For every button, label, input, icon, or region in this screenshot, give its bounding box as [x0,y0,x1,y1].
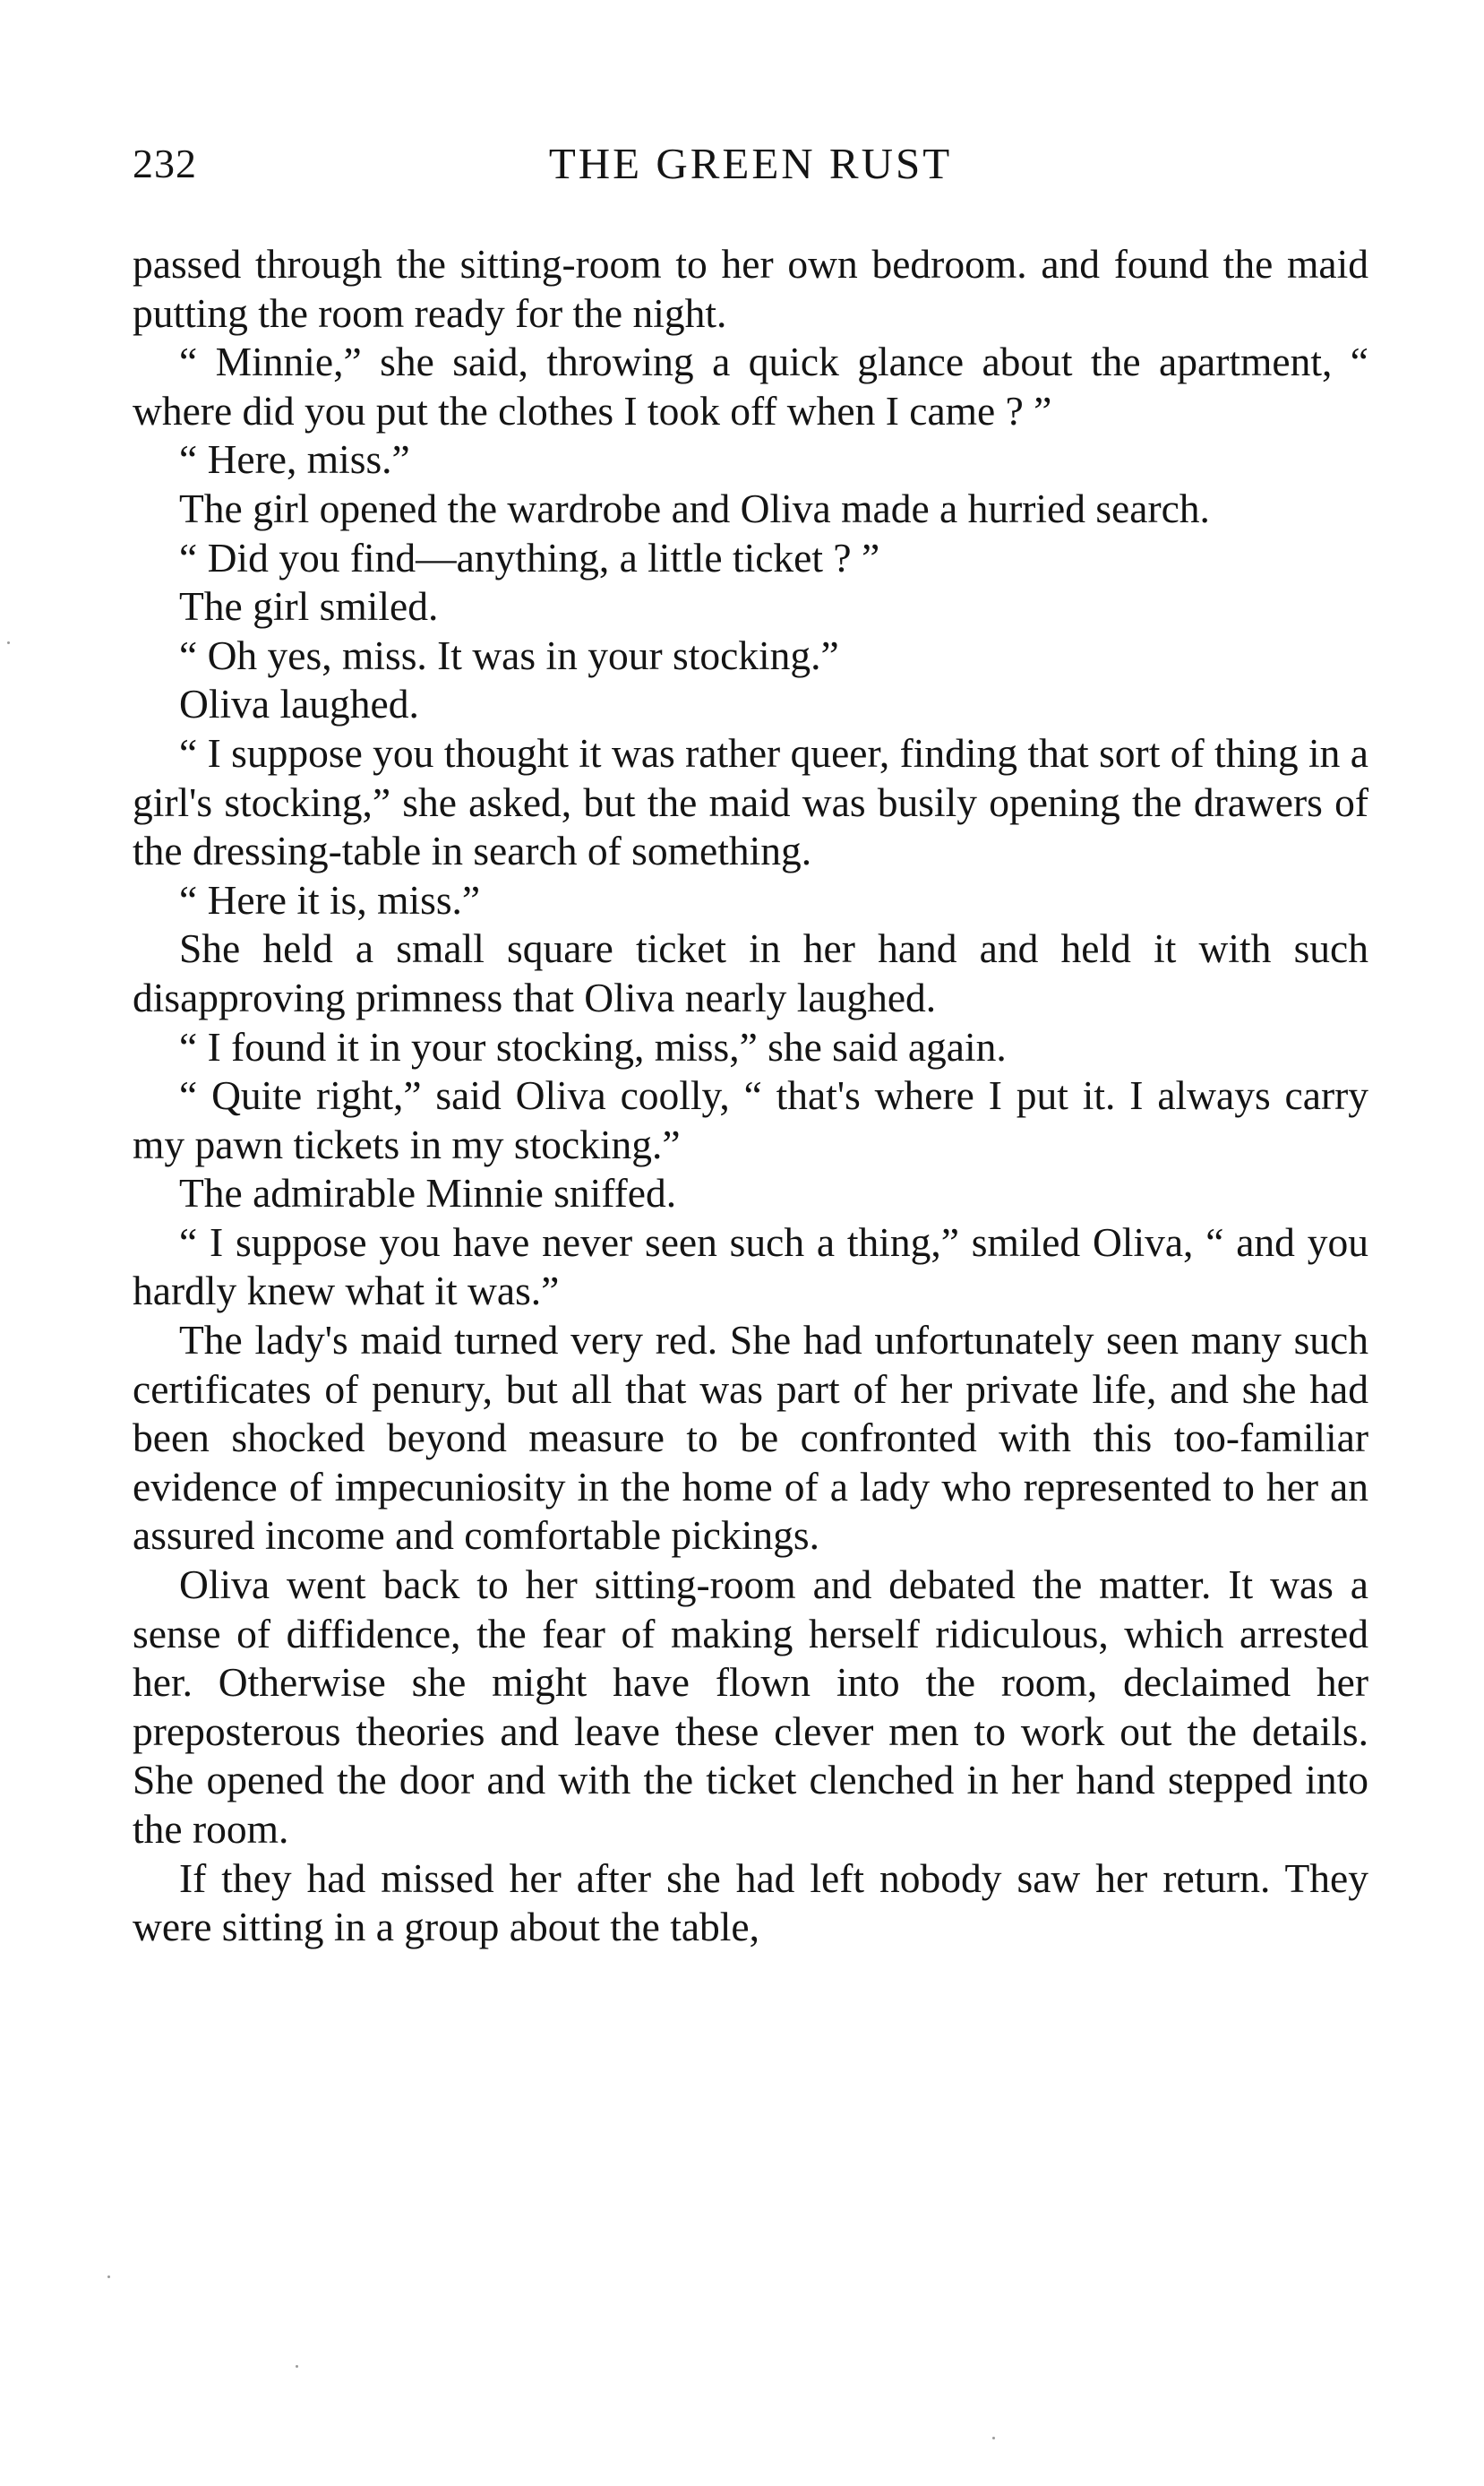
paragraph: “ Did you find—anything, a little ticket ? ” [179,534,880,581]
paragraph: “ I suppose you have never seen such a thing,” smiled Oliva, “ and you hardly knew what it was.” [133,1218,1368,1314]
paragraph: “ Here it is, miss.” [179,876,481,923]
scan-speck [296,2365,298,2368]
scan-speck [7,641,10,644]
paragraph: “ Minnie,” she said, throwing a quick glance about the apartment, “ where did you put the clothes I took off when I came ? ” [133,339,1368,434]
scan-speck [107,2275,110,2278]
paragraph: Oliva laughed. [179,681,419,727]
paragraph: The admirable Minnie sniffed. [179,1170,677,1217]
body-text [133,240,1368,1952]
paragraph: The lady's maid turned very red. She had unfortunately seen many such certificates of penury, but all that was part of her private life, and she had been shocked beyond measure to be confronted with this too-familiar evidence of impecuniosity in the home of a lady who represented to her an assured income and comfortable pickings. [133,1317,1368,1559]
paragraph: “ Quite right,” said Oliva coolly, “ that's where I put it. I always carry my pawn tickets in my stocking.” [133,1072,1368,1167]
paragraph: “ I found it in your stocking, miss,” she said again. [179,1023,1007,1070]
paragraph: The girl opened the wardrobe and Oliva made a hurried search. [179,485,1210,531]
paragraph: “ I suppose you thought it was rather queer, finding that sort of thing in a girl's stocking,” she asked, but the maid was busily opening the drawers of the dressing-table in search of something. [133,729,1368,874]
paragraph: “ Here, miss.” [179,436,410,483]
page-header [133,133,1368,195]
paragraph: The girl smiled. [179,583,439,630]
page-number: 232 [133,141,197,186]
scan-speck [992,2437,995,2439]
paragraph: Oliva went back to her sitting-room and debated the matter. It was a sense of diffidence, the fear of making herself ridiculous, which arrested her. Otherwise she might have flown into the room, declaimed her preposterous theories and leave these clever men to work out the details. She opened the door and with the ticket clenched in her hand stepped into the room. [133,1561,1368,1852]
running-title: THE GREEN RUST [548,139,953,188]
paragraph: If they had missed her after she had left nobody saw her return. They were sitting in a group about the table, [133,1854,1368,1950]
paragraph: “ Oh yes, miss. It was in your stocking.” [179,632,839,678]
paragraph: passed through the sitting-room to her own bedroom. and found the maid putting the room ready for the night. [133,241,1368,336]
paragraph: She held a small square ticket in her hand and held it with such disapproving primness that Oliva nearly laughed. [133,925,1368,1020]
